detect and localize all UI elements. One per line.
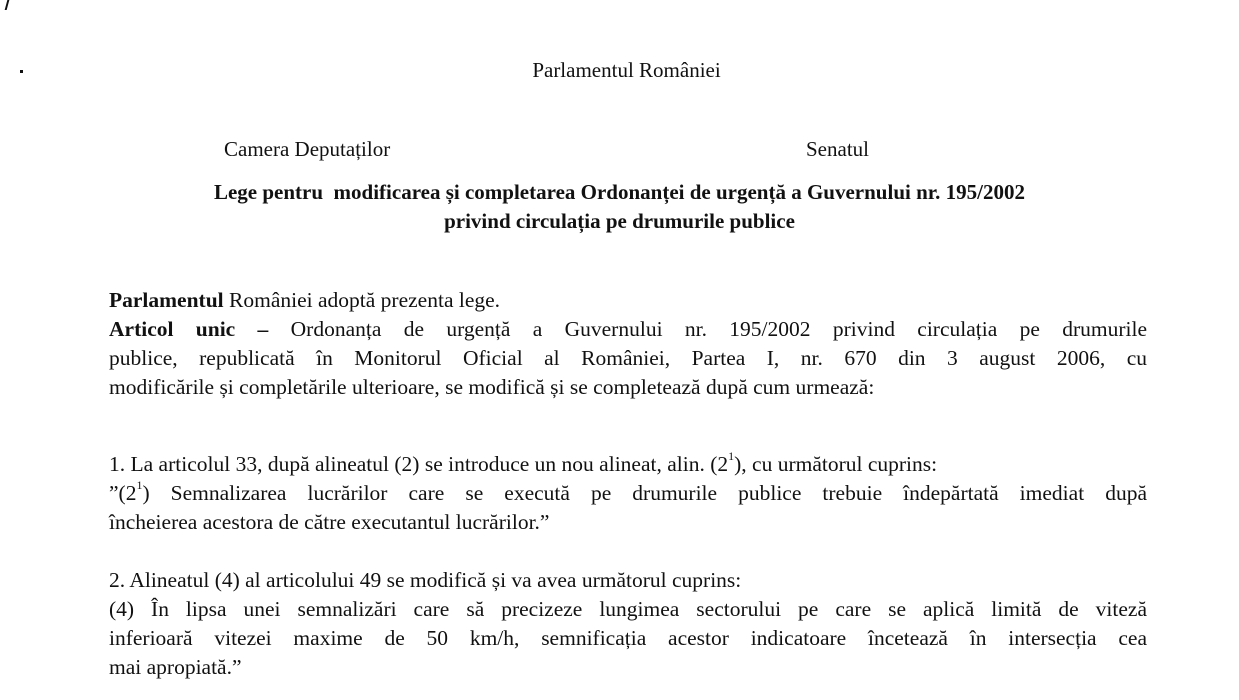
point-2-line-4: mai apropiată.” — [109, 655, 242, 679]
point-1-line-1-b: ), cu următorul cuprins: — [734, 452, 938, 476]
point-1-line-1-sup: 1 — [728, 448, 735, 463]
point-1-block — [109, 450, 1147, 537]
point-1-line-2-a: ”(2 — [109, 481, 137, 505]
intro-block — [109, 286, 1147, 402]
point-2-line-2: (4) În lipsa unei semnalizări care să precizeze lungimea sectorului pe care se aplică limită de viteză — [109, 597, 1147, 621]
law-title-line-2: privind circulația pe drumurile publice — [444, 209, 795, 233]
article-line-1 — [109, 315, 1147, 344]
scan-artifact-mark — [5, 0, 10, 10]
article-line-2: publice, republicată în Monitorul Oficial al României, Partea I, nr. 670 din 3 august 2006, cu — [109, 346, 1147, 370]
point-1-line-1 — [109, 450, 1147, 479]
point-1-line-2-b: ) Semnalizarea lucrărilor care se execută pe drumurile publice trebuie îndepărtată imediat după — [142, 481, 1147, 505]
point-1-line-3: încheierea acestora de către executantul lucrărilor.” — [109, 510, 550, 534]
chamber-deputies-label: Camera Deputaților — [224, 137, 391, 161]
article-label: Articol unic – — [109, 317, 269, 341]
parliament-heading: Parlamentul României — [532, 58, 721, 82]
point-1-line-1-a: 1. La articolul 33, după alineatul (2) se introduce un nou alineat, alin. (2 — [109, 452, 729, 476]
law-title — [0, 178, 1239, 236]
point-2-line-1: 2. Alineatul (4) al articolului 49 se modifică și va avea următorul cuprins: — [109, 568, 742, 592]
adoption-bold: Parlamentul — [109, 288, 224, 312]
adoption-sentence — [109, 286, 1147, 315]
point-2-block — [109, 566, 1147, 682]
point-1-line-2 — [109, 479, 1147, 508]
point-1-line-2-sup: 1 — [136, 477, 143, 492]
article-line-3: modificările și completările ulterioare, se modifică și se completează după cum urmează: — [109, 375, 875, 399]
article-line-1-text: Ordonanța de urgență a Guvernului nr. 195/2002 privind circulația pe drumurile — [268, 317, 1147, 341]
law-title-line-1: Lege pentru modificarea și completarea Ordonanței de urgență a Guvernului nr. 195/2002 — [213, 180, 1025, 204]
adoption-rest: României adoptă prezenta lege. — [223, 288, 501, 312]
point-2-line-3: inferioară vitezei maxime de 50 km/h, semnificația acestor indicatoare încetează în intersecția cea — [109, 626, 1147, 650]
senate-label: Senatul — [806, 137, 869, 161]
